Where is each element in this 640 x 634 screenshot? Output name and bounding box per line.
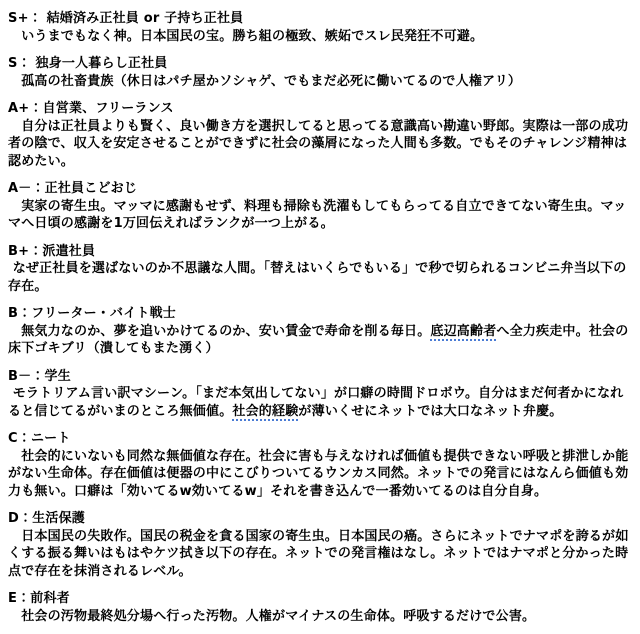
tier-description <box>8 385 632 420</box>
tier-heading: A－：正社員こどおじ <box>8 181 138 196</box>
spellcheck-underlined-text: 底辺高齢者 <box>430 323 497 339</box>
tier-description <box>8 28 632 46</box>
description-text: いうまでもなく神。日本国民の宝。勝ち組の極致、嫉妬でスレ民発狂不可避。 <box>8 28 484 44</box>
tier-section-b <box>8 305 632 358</box>
description-text: 自分は正社員よりも賢く、良い働き方を選択してると思ってる意識高い勘違い野郎。実際は一部の成功者の陰で、収入を安定させることができずに社会の藻屑になった人間も多数。でもそのチャレンジ精神は認めたい。 <box>8 118 629 169</box>
tier-heading: S+： 結婚済み正社員 or 子持ち正社員 <box>8 11 244 26</box>
tier-description <box>8 528 632 581</box>
tier-heading: B+：派遣社員 <box>8 243 96 259</box>
description-text: なぜ正社員を選ばないのか不思議な人間。「替えはいくらでもいる」で秒で切られるコンビニ弁当以下の存在。 <box>8 261 627 294</box>
tier-description <box>8 608 632 626</box>
tier-description <box>8 448 632 501</box>
description-text: 社会的にいないも同然な無価値な存在。社会に害も与えなければ価値も提供できない呼吸と排泄しか能がない生命体。存在価値は便器の中にこびりついてるウンカス同然。ネットでの発言にはなんら価値も効力も無い。口癖は「効いてるw効いてるw」それを書き込んで一番効いてるのは自分自身。 <box>8 448 629 499</box>
tier-section-b-plus <box>8 243 632 296</box>
description-text: 孤高の社畜貴族（休日はパチ屋かソシャゲ、でもまだ必死に働いてるので人権アリ） <box>8 73 522 89</box>
tier-heading: S： 独身一人暮らし正社員 <box>8 56 168 71</box>
tier-heading: D：生活保護 <box>8 511 85 526</box>
description-text: が薄いくせにネットでは大口なネット弁慶。 <box>298 403 563 419</box>
tier-description <box>8 323 632 358</box>
description-text: 無気力なのか、夢を追いかけてるのか、安い賃金で寿命を削る毎日。 <box>8 323 431 339</box>
tier-description <box>8 118 632 171</box>
tier-section-a-minus <box>8 180 632 233</box>
tier-description <box>8 73 632 91</box>
tier-description <box>8 198 632 233</box>
tier-section-s-plus <box>8 10 632 45</box>
tier-heading: A+：自営業、フリーランス <box>8 101 174 116</box>
description-text: へ全力疾走中。社会の床下ゴキブリ（潰してもまた湧く） <box>8 323 629 356</box>
tier-section-c <box>8 430 632 500</box>
tier-section-b-minus <box>8 368 632 421</box>
tier-section-e <box>8 590 632 625</box>
description-text: 実家の寄生虫。マッマに感謝もせず、料理も掃除も洗濯もしてもらってる自立できてない寄生虫。マッマへ日頃の感謝を1万回伝えればランクが一つ上がる。 <box>8 198 627 231</box>
description-text: 日本国民の失敗作。国民の税金を貪る国家の寄生虫。日本国民の癌。さらにネットでナマポを誇るが如くする振る舞いはもはやケツ拭き以下の存在。ネットでの発言権はなし。ネットではナマポと分かった時点で存在を抹消されるレベル。 <box>8 528 629 579</box>
description-text: モラトリアム言い訳マシーン。「まだ本気出してない」が口癖の時間ドロボウ。自分はまだ何者かになれると信じてるがいまのところ無価値。 <box>8 386 624 419</box>
tier-description <box>8 260 632 295</box>
description-text: 社会の汚物最終処分場へ行った汚物。人権がマイナスの生命体。呼吸するだけで公害。 <box>8 608 536 624</box>
tier-heading: E：前科者 <box>8 591 70 606</box>
tier-section-a-plus <box>8 100 632 170</box>
tier-heading: B：フリーター・バイト戦士 <box>8 306 176 321</box>
tier-heading: B－：学生 <box>8 368 71 384</box>
tier-heading: C：ニート <box>8 431 71 446</box>
spellcheck-underlined-text: 社会的経験 <box>232 403 299 419</box>
tier-section-s <box>8 55 632 90</box>
tier-section-d <box>8 510 632 580</box>
